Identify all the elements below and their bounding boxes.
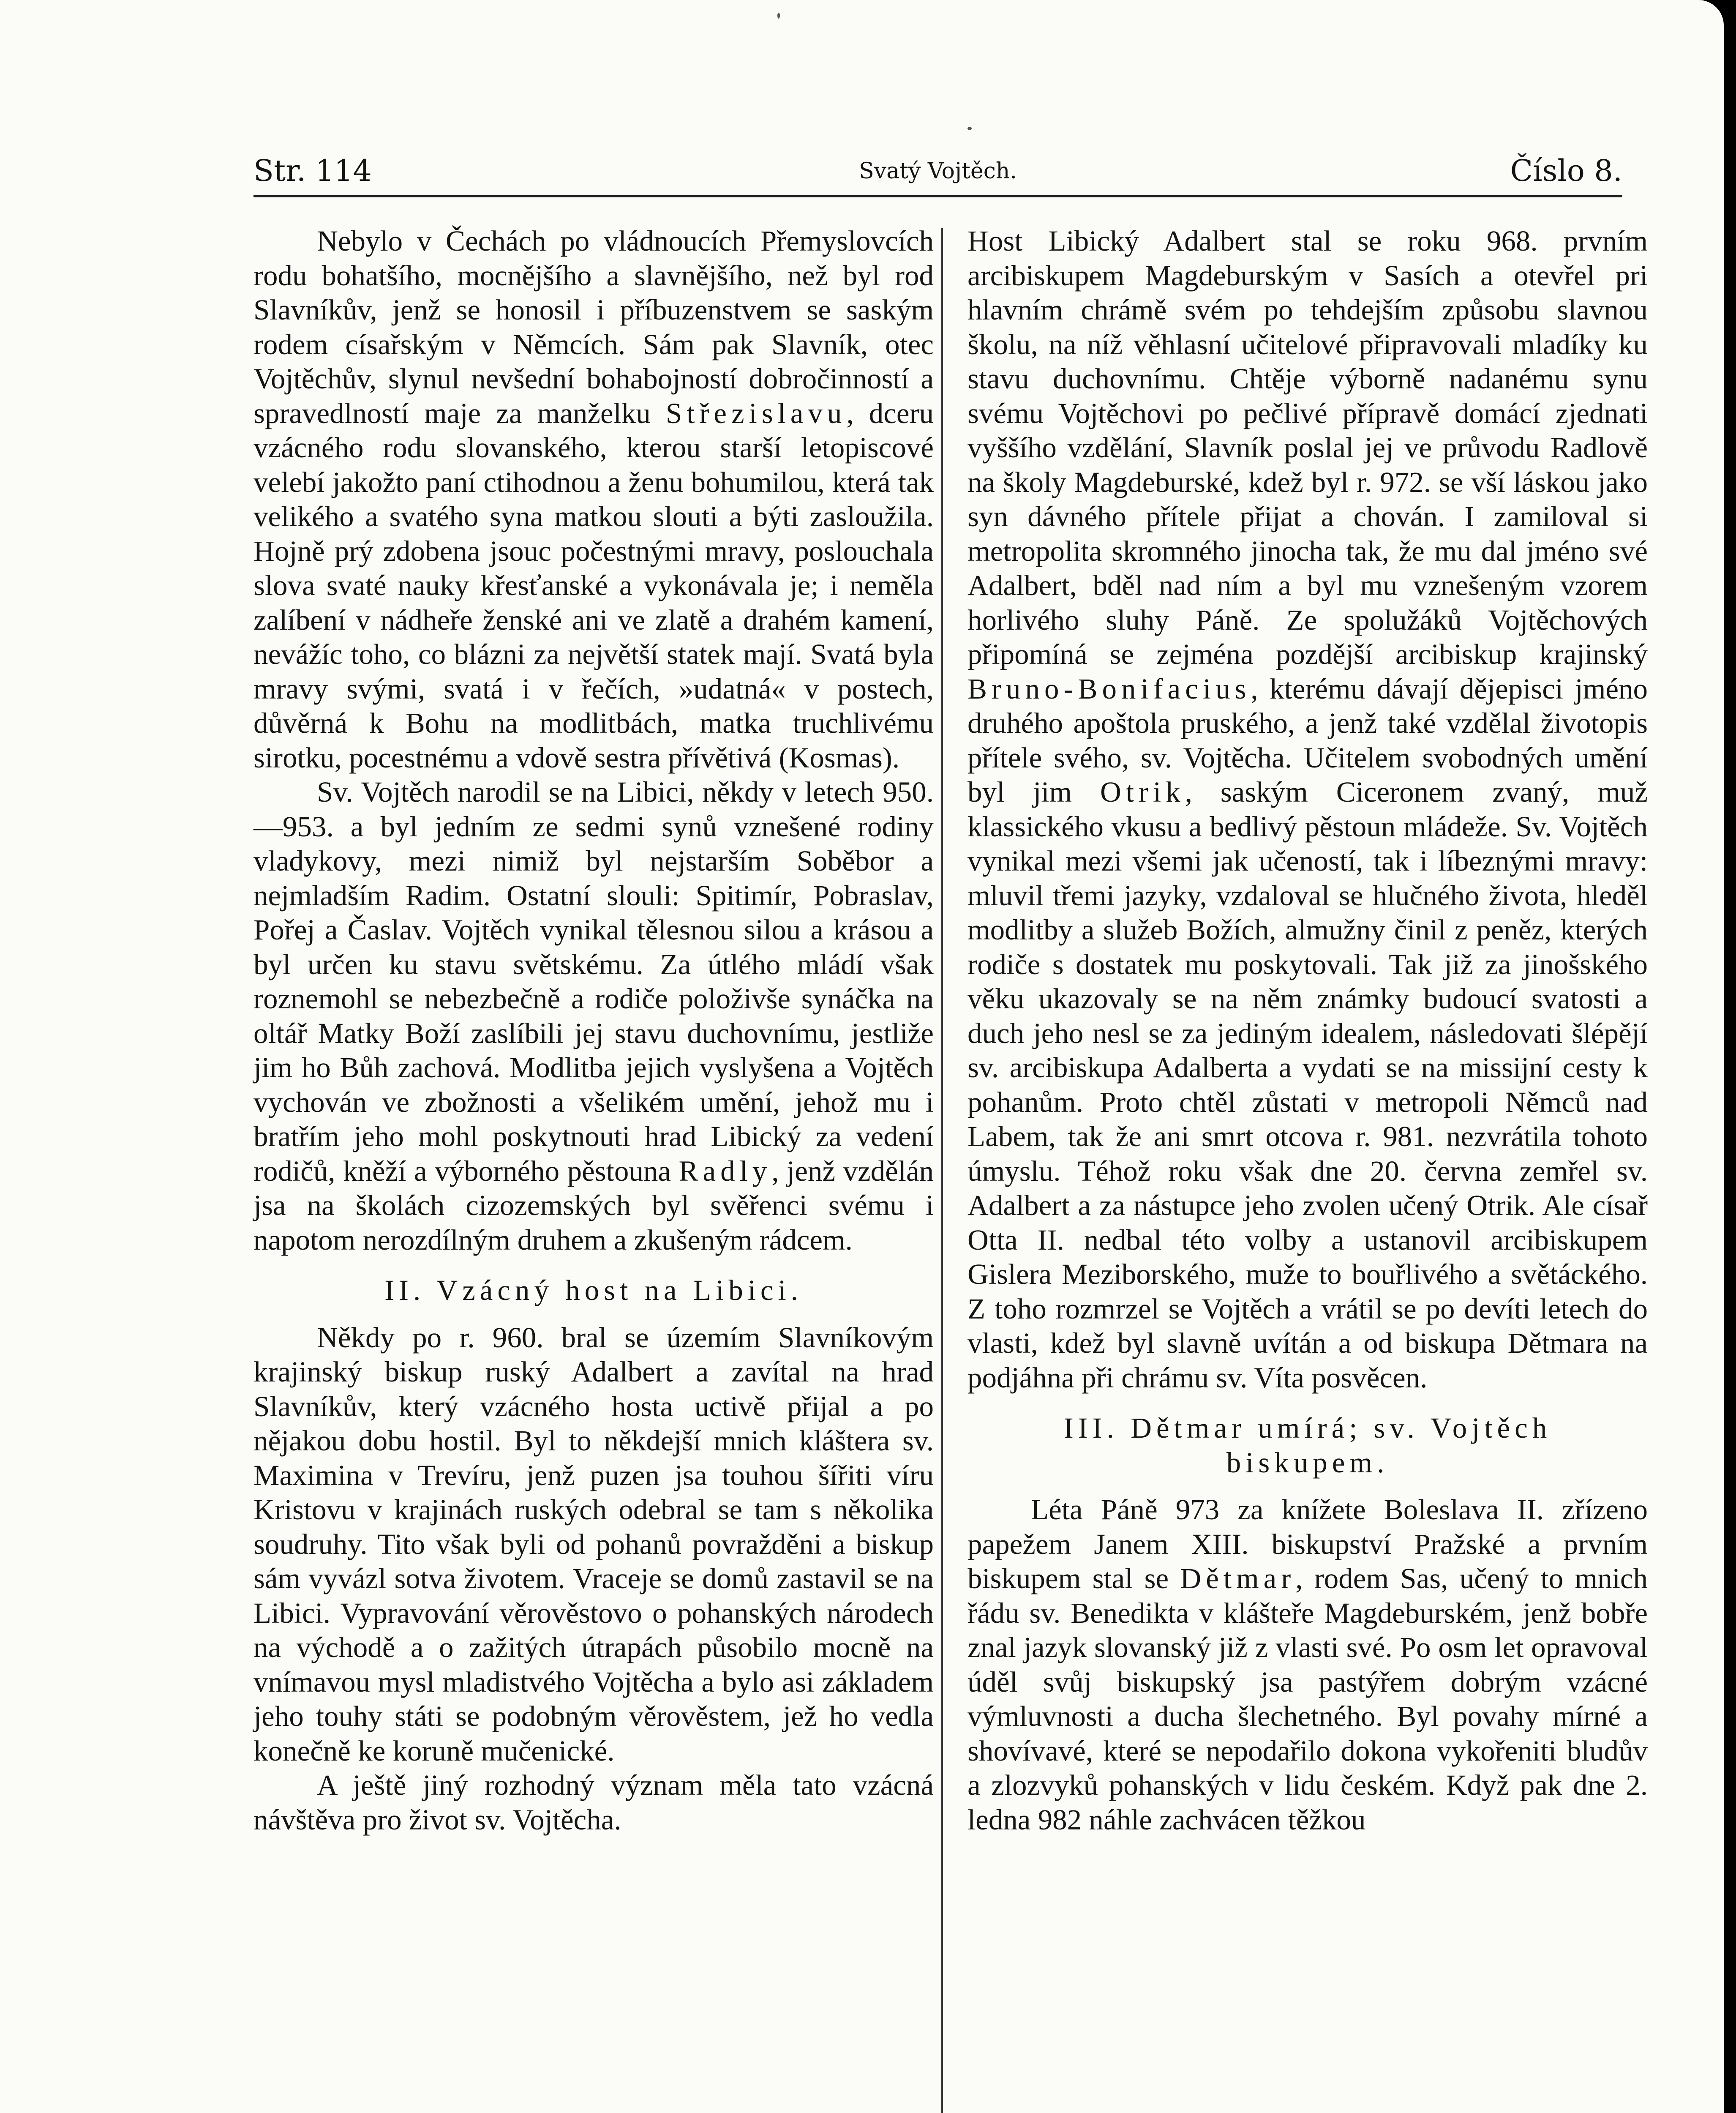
paragraph: Léta Páně 973 za knížete Boleslava II. zřízeno papežem Janem XIII. biskupství Pražské a prvním biskupem stal se Dětmar, rodem Sas, učený to mnich řádu sv. Benedikta v klášteře Magdeburském, jenž bobře znal jazyk slovanský již z vlasti své. Po osm let opravoval úděl svůj biskupský jsa pastýřem dobrým vzácné výmluvnosti a ducha šlechetného. Byl povahy mírné a shovívavé, které se nepodařilo dokona vykořeniti bludův a zlozvyků pohanských v lidu českém. Když pak dne 2. ledna 982 náhle zachvácen těžkou — [967, 1493, 1648, 1836]
spaced-name: Bruno-Bonifacius — [967, 672, 1251, 705]
spaced-name: Otrik — [1100, 776, 1185, 808]
section-heading: III. Dětmar umírá; sv. Vojtěch biskupem. — [1063, 1412, 1552, 1479]
paragraph: Někdy po r. 960. bral se územím Slavníkovým krajinský biskup ruský Adalbert a zavítal na hrad Slavníkův, který vzácného hosta uctivě přijal a po nějakou dobu hostil. Byl to někdejší mnich kláštera sv. Maximina v Trevíru, jenž puzen jsa touhou šířiti víru Kristovu v krajinách ruských odebral se tam s několika soudruhy. Tito však byli od pohanů povražděni a biskup sám vyvázl sotva životem. Vraceje se domů zastavil se na Libici. Vypravování věrověstovo o pohanských národech na východě a o zažitých útrapách působilo mocně na vnímavou mysl mladistvého Vojtěcha a bylo asi základem jeho touhy státi se podobným věrověstem, jež ho vedla konečně ke koruně mučenické. — [253, 1321, 934, 1767]
spaced-name: Dětmar — [1180, 1562, 1296, 1594]
running-header — [253, 150, 1622, 197]
scan-speck — [777, 13, 780, 19]
page-number: Str. 114 — [253, 153, 372, 188]
header-rule — [253, 195, 1622, 197]
scan-speck — [967, 127, 972, 130]
right-column — [967, 224, 1648, 1837]
paragraph: A ještě jiný rozhodný význam měla tato vzácná návštěva pro život sv. Vojtěcha. — [253, 1769, 934, 1836]
paragraph: Sv. Vojtěch narodil se na Libici, někdy v letech 950.—953. a byl jedním ze sedmi synů vznešené rodiny vladykovy, mezi nimiž byl nejstarším Soběbor a nejmladším Radim. Ostatní slouli: Spitimír, Pobraslav, Pořej a Časlav. Vojtěch vynikal tělesnou silou a krásou a byl určen ku stavu světskému. Za útlého mládí však roznemohl se nebezbečně a rodiče položivše synáčka na oltář Matky Boží zaslíbili jej stavu duchovnímu, jestliže jim ho Bůh zachová. Modlitba jejich vyslyšena a Vojtěch vychován ve zbožnosti a všelikém umění, jehož mu i bratřím jeho mohl poskytnouti hrad Libický za vedení rodičů, kněží a výborného pěstouna Radly, jenž vzdělán jsa na školách cizozemských byl svěřenci svému i napotom nerozdílným druhem a zkušeným rádcem. — [253, 776, 934, 1256]
paragraph: Host Libický Adalbert stal se roku 968. prvním arcibiskupem Magdeburským v Sasích a otevřel pri hlavním chrámě svém po tehdejším způsobu slavnou školu, na níž věhlasní učitelové připravovali mladíky ku stavu duchovnímu. Chtěje výborně nadanému synu svému Vojtěchovi po pečlivé přípravě domácí zjednati vyššího vzdělání, Slavník poslal jej ve průvodu Radlově na školy Magdeburské, kdež byl r. 972. se vší láskou jako syn dávného přítele přijat a chován. I zamiloval si metropolita skromného jinocha tak, že mu dal jméno své Adalbert, bděl nad ním a byl mu vznešeným vzorem horlivého sluhy Páně. Ze spolužáků Vojtěchových připomíná se zejména pozdější arcibiskup krajinský Bruno-Bonifacius, kterému dávají dějepisci jméno druhého apoštola pruského, a jenž také vzdělal životopis přítele svého, sv. Vojtěcha. Učitelem svobodných umění byl jim Otrik, saským Ciceronem zvaný, muž klassického vkusu a bedlivý pěstoun mládeže. Sv. Vojtěch vynikal mezi všemi jak učeností, tak i líbeznými mravy: mluvil třemi jazyky, vzdaloval se hlučného života, hleděl modlitby a služeb Božích, almužny činil z peněz, kterých rodiče s dostatek mu poskytovali. Tak již za jinošského věku ukazovaly se na něm známky budoucí svatosti a duch jeho nesl se za jediným idealem, následovati šlépějí sv. arcibiskupa Adalberta a vydati se na missijní cesty k pohanům. Proto chtěl zůstati v metropoli Němců nad Labem, tak že ani smrt otcova r. 981. nezvrátila tohoto úmyslu. Téhož roku však dne 20. června zemřel sv. Adalbert a za nástupce jeho zvolen učený Otrik. Ale císař Otta II. nedbal této volby a ustanovil arcibiskupem Gislera Meziborského, muže to bouřlivého a světáckého. Z toho rozmrzel se Vojtěch a vrátil se po devíti letech do vlasti, kdež byl slavně uvítán a od biskupa Dětmara na podjáhna při chrámu sv. Víta posvěcen. — [967, 225, 1648, 1394]
issue-number: Číslo 8. — [1510, 153, 1622, 188]
running-title: Svatý Vojtěch. — [859, 158, 1017, 184]
spaced-name: Střezislavu — [665, 397, 847, 429]
column-divider — [941, 228, 943, 2113]
section-heading: II. Vzácný host na Libici. — [384, 1274, 803, 1306]
paragraph: Nebylo v Čechách po vládnoucích Přemyslovcích rodu bohatšího, mocnějšího a slavnějšího, než byl rod Slavníkův, jenž se honosil i příbuzenstvem se saským rodem císařským v Němcích. Sám pak Slavník, otec Vojtěchův, slynul nevšední bohabojností dobročinností a spravedlností maje za manželku Střezislavu, dceru vzácného rodu slovanského, kterou starší letopiscové velebí jakožto paní ctihodnou a ženu bohumilou, která tak velikého a svatého syna matkou slouti a býti zasloužila. Hojně prý zdobena jsouc počestnými mravy, poslouchala slova svaté nauky křesťanské a vykonávala je; i neměla zalíbení v nádheře ženské ani ve zlatě a drahém kamení, nevážíc toho, co blázni za největší statek mají. Svatá byla mravy svými, svatá i v řečích, »udatná« v postech, důvěrná k Bohu na modlitbách, matka truchlivému sirotku, pocestnému a vdově sestra přívětivá (Kosmas). — [253, 225, 934, 774]
spaced-name: Radly — [679, 1155, 772, 1187]
left-column — [253, 224, 934, 1837]
